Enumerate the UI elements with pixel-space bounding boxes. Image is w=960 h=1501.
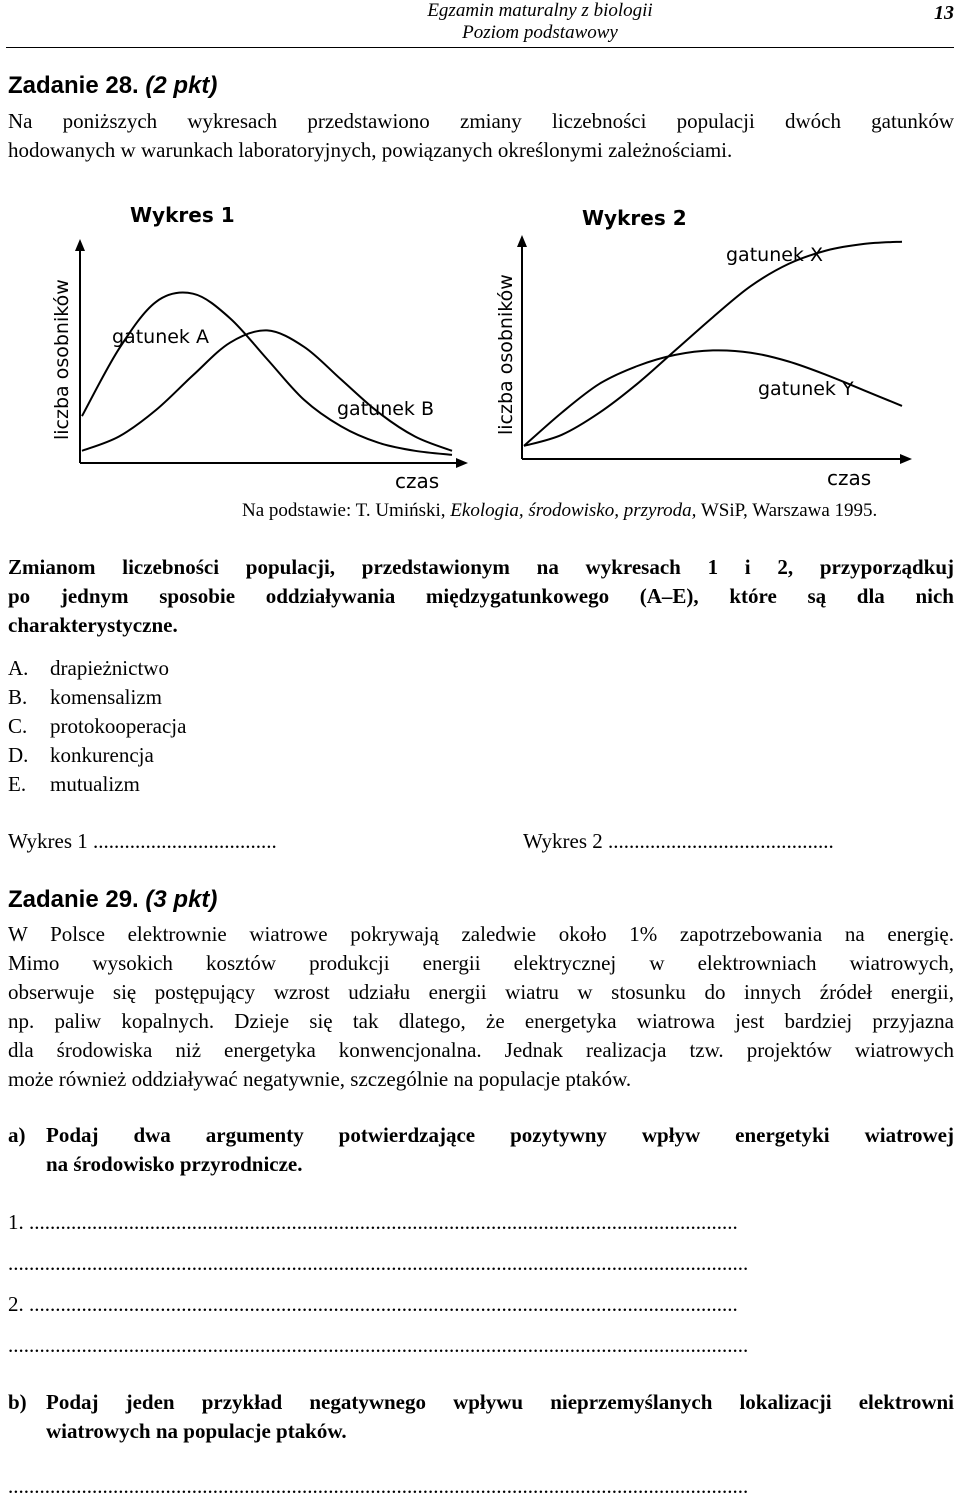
- task28-points: (2 pkt): [145, 72, 218, 99]
- task29b-line1: Podaj jeden przykład negatywnego wpływu nieprzemyślanych lokalizacji elektrowni: [46, 1390, 954, 1414]
- option-d: D. konkurencja: [8, 743, 154, 767]
- chart1-series-b-line: [82, 330, 452, 450]
- task28-title: [8, 72, 217, 100]
- task28-intro-line2: hodowanych w warunkach laboratoryjnych, powiązanych określonymi zależnościami.: [8, 138, 733, 162]
- chart2-series-x-line: [524, 242, 902, 446]
- option-b: B. komensalizm: [8, 685, 162, 709]
- task29a-answer-line1[interactable]: 1. .......................................................................................................................................: [8, 1210, 738, 1234]
- chart-source: [242, 500, 877, 522]
- task28-instruction-line2: po jednym sposobie oddziaływania międzygatunkowego (A–E), które są dla nich: [8, 584, 954, 608]
- source-suffix: WSiP, Warszawa 1995.: [696, 500, 878, 521]
- option-c: C. protokooperacja: [8, 714, 187, 738]
- task29-para-line4: np. paliw kopalnych. Dzieje się tak dlatego, że energetyka wiatrowa jest bardziej przyjazna: [8, 1009, 954, 1033]
- task29-para-line5: dla środowiska niż energetyka konwencjonalna. Jednak realizacja tzw. projektów wiatrowych: [8, 1038, 954, 1062]
- task29a-answer-line3[interactable]: 2. .......................................................................................................................................: [8, 1292, 738, 1316]
- chart1-ylabel: liczba osobników: [51, 279, 73, 440]
- source-prefix: Na podstawie: T. Umiński,: [242, 500, 451, 521]
- source-title: Ekologia, środowisko, przyroda,: [450, 500, 697, 521]
- option-a: A. drapieżnictwo: [8, 656, 169, 680]
- chart2-ylabel: liczba osobników: [495, 274, 517, 435]
- task28-intro-line1: Na poniższych wykresach przedstawiono zmiany liczebności populacji dwóch gatunków: [8, 109, 954, 133]
- chart2-title: Wykres 2: [582, 206, 687, 230]
- chart1-series-a-label: gatunek A: [112, 326, 209, 348]
- task29b-answer-line[interactable]: .............................................................................................................................................: [8, 1474, 749, 1498]
- chart2-series-y-label: gatunek Y: [758, 378, 854, 400]
- chart1-y-arrow: [75, 239, 85, 251]
- task28-instruction-line1: Zmianom liczebności populacji, przedstawionym na wykresach 1 i 2, przyporządkuj: [8, 555, 954, 579]
- task29a-line1: Podaj dwa argumenty potwierdzające pozytywny wpływ energetyki wiatrowej: [46, 1123, 954, 1147]
- answer-wykres-2[interactable]: Wykres 2 ...........................................: [523, 829, 834, 853]
- task29-para-line1: W Polsce elektrownie wiatrowe pokrywają zaledwie około 1% zapotrzebowania na energię.: [8, 922, 954, 946]
- task29a-label: a): [8, 1123, 26, 1147]
- task29a-answer-line2[interactable]: .............................................................................................................................................: [8, 1251, 749, 1275]
- task29a-line2: na środowisko przyrodnicze.: [46, 1152, 303, 1176]
- answer-wykres-1[interactable]: Wykres 1 ...................................: [8, 829, 277, 853]
- task29-para-line2: Mimo wysokich kosztów produkcji energii elektrycznej w elektrowniach wiatrowych,: [8, 951, 954, 975]
- chart1-series-a-line: [82, 293, 452, 455]
- chart2-xlabel: czas: [827, 466, 872, 490]
- header-level: Poziom podstawowy: [462, 22, 618, 43]
- task29-title: [8, 886, 217, 914]
- chart1-x-arrow: [456, 458, 468, 468]
- task29-para-line6: może również oddziaływać negatywnie, szczególnie na populacje ptaków.: [8, 1067, 632, 1091]
- chart2-x-arrow: [900, 454, 912, 464]
- task28-number: Zadanie 28.: [8, 72, 139, 99]
- task29-para-line3: obserwuje się postępujący wzrost udziału energii wiatru w stosunku do innych źródeł energii,: [8, 980, 954, 1004]
- chart1-title: Wykres 1: [130, 203, 235, 227]
- header-rule: [6, 47, 954, 48]
- task28-instruction-line3: charakterystyczne.: [8, 613, 178, 637]
- header-exam-title: Egzamin maturalny z biologii: [427, 0, 653, 21]
- option-e: E. mutualizm: [8, 772, 140, 796]
- chart-wykres-1: [40, 195, 480, 495]
- chart1-series-b-label: gatunek B: [337, 398, 435, 420]
- page-header: [360, 0, 720, 44]
- page-number: 13: [934, 2, 954, 24]
- chart1-xlabel: czas: [395, 469, 440, 493]
- chart2-y-arrow: [517, 235, 527, 247]
- task29-points: (3 pkt): [145, 886, 218, 913]
- task29b-label: b): [8, 1390, 27, 1414]
- chart-wykres-2: [490, 195, 930, 495]
- task29b-line2: wiatrowych na populacje ptaków.: [46, 1419, 347, 1443]
- task29a-answer-line4[interactable]: .............................................................................................................................................: [8, 1333, 749, 1357]
- chart2-series-x-label: gatunek X: [726, 244, 823, 266]
- task29-number: Zadanie 29.: [8, 886, 139, 913]
